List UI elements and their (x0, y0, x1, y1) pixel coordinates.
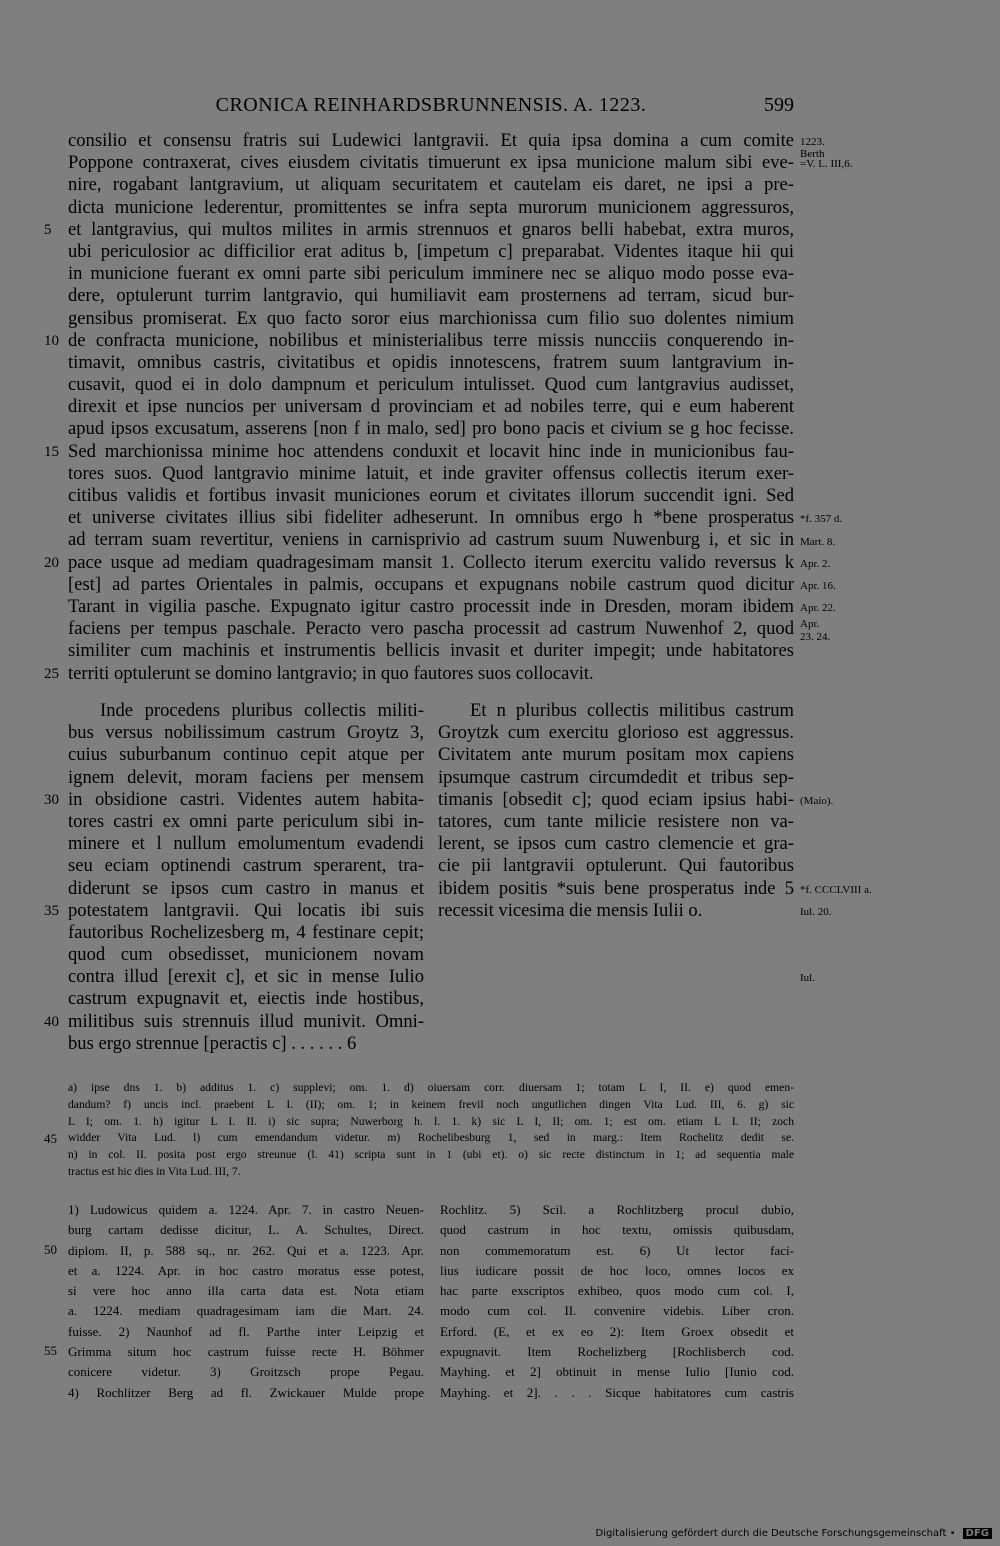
column-line: minere et l nullum emolumentum evadendi (68, 833, 424, 855)
column-line: cuius suburbanum continuo cepit atque per (68, 744, 424, 766)
text-line: consilio et consensu fratris sui Ludewici lantgravii. Et quia ipsa domina a cum comite (68, 130, 794, 151)
margin-note: Iul. 20. (800, 905, 832, 918)
text-line: Sed marchionissa minime hoc attendens conduxit et locavit hinc inde in municionibus fau- (68, 440, 794, 462)
left-column-text (68, 700, 424, 1055)
text-line: [est] ad partes Orientales in palmis, occupans et expugnans nobile castrum quod dicitur (68, 573, 794, 595)
column-line: tatores, cum tante milicie resistere non va- (438, 810, 794, 832)
main-text-block (68, 130, 794, 685)
margin-note: *f. CCCLVIII a. (800, 883, 872, 896)
apparatus-line: widder Vita Lud. l) cum emendandum videtur. m) Rochelibesburg 1, sed in marg.: Item Rochelitz dedit se. (68, 1131, 794, 1145)
text-line: tores suos. Quod lantgravio minime latuit, et inde graviter offensus collectis iterum exer- (68, 462, 794, 484)
margin-note: *f. 357 d. (800, 513, 843, 526)
note-line: Mayhing. et 2]. . . . Sicque habitatores cum castris (440, 1384, 794, 1400)
dfg-logo: DFG (963, 1528, 992, 1539)
digitization-credit (596, 1528, 992, 1539)
running-title: CRONICA REINHARDSBRUNNENSIS. A. 1223. (215, 94, 647, 116)
column-line: Groytzk cum exercitu glorioso est aggressus. (438, 722, 794, 744)
column-line: diderunt se ipsos cum castro in manus et (68, 877, 424, 899)
text-line: de confracta municione, nobilibus et ministerialibus terre missis nuncciis conquerendo in- (68, 329, 794, 351)
text-line: timavit, omnibus castris, civitatibus et opidis innotescens, fratrem suum lantgravium in- (68, 351, 794, 373)
text-line: direxit et ipse nuncios per universam d provinciam et ad nobiles terre, qui e eum haberent (68, 396, 794, 418)
note-line: modo cum col. II. convenire videbis. Liber cron. (440, 1303, 794, 1319)
column-line: potestatem lantgravii. Qui locatis ibi suis (68, 899, 424, 921)
column-line: in obsidione castri. Videntes autem habita- (68, 788, 424, 810)
line-number: 35 (44, 902, 59, 919)
text-line: Poppone contraxerat, cives eiusdem civitatis timuerunt ex ipsa municione malum sibi eve- (68, 152, 794, 174)
margin-note: 23. 24. (800, 631, 831, 644)
note-line: conicere videtur. 3) Groitzsch prope Pegau. (68, 1364, 424, 1380)
column-line: tores castri ex omni parte periculum sibi in- (68, 810, 424, 832)
line-number: 10 (44, 332, 59, 349)
text-line: in municione fuerant ex omni parte sibi periculum imminere nec se aliquo modo posse eva- (68, 263, 794, 285)
text-line: gensibus promiserat. Ex quo facto soror eius marchionissa cum filio suo dolentes nimium (68, 307, 794, 329)
column-line: recessit vicesima die mensis Iulii o. (438, 899, 703, 921)
margin-note: Mart. 8. (800, 535, 836, 548)
line-number: 50 (44, 1241, 57, 1257)
right-column-text (438, 700, 794, 922)
margin-note: Apr. (800, 617, 820, 630)
text-line: nire, rogabant lantgravium, ut aliquam securitatem et cautelam eis daret, ne ipsi a pre- (68, 174, 794, 196)
column-line: Inde procedens pluribus collectis militi- (100, 700, 424, 721)
column-line: ibidem positis *suis bene prosperatus inde 5 (438, 877, 794, 899)
text-line: territi optulerunt se domino lantgravio; in quo fautores suos collocavit. (68, 662, 594, 684)
note-line: Grimma situm hoc castrum fuisse recte H. Böhmer (68, 1344, 424, 1360)
column-line: quod cum obsedisset, municionem novam (68, 944, 424, 966)
line-number: 25 (44, 665, 59, 682)
line-number: 5 (44, 221, 52, 238)
note-line: si vere hoc anno illa carta data est. Nota etiam (68, 1283, 424, 1299)
column-line: contra illud [erexit c], et sic in mense Iulio (68, 966, 424, 988)
critical-apparatus (68, 1080, 794, 1181)
margin-note: =V. L. III,6. (800, 158, 853, 171)
note-line: quod castrum in hoc textu, omissis quibusdam, (440, 1222, 794, 1238)
line-number: 55 (44, 1343, 57, 1359)
margin-note: Iul. (800, 972, 815, 985)
note-line: Rochlitz. 5) Scil. a Rochlitzberg procul dubio, (440, 1202, 794, 1217)
text-line: et universe civitates illius sibi fideliter adheserunt. In omnibus ergo h *bene prosperatus (68, 507, 794, 529)
note-line: Erford. (E, et ex eo 2): Item Groex obsedit et (440, 1323, 794, 1339)
text-line: et lantgravius, qui multos milites in armis strennuos et gnaros belli habebat, extra muros, (68, 218, 794, 240)
note-line: hac parte exscriptos exhibeo, quos modo cum col. I, (440, 1283, 794, 1299)
margin-note: Apr. 16. (800, 580, 836, 592)
column-line: militibus suis strennuis illud munivit. Omni- (68, 1010, 424, 1032)
note-line: non commemoratum est. 6) Ut lector faci- (440, 1242, 794, 1258)
apparatus-line: L I; om. 1. h) igitur L I. II. i) sic supra; Nuwerborg h. l. 1. k) sic L I, II; om. 1; est om. etiam L I. II; zoch (68, 1114, 794, 1128)
column-line: Et n pluribus collectis militibus castrum (470, 700, 794, 721)
note-line: fuisse. 2) Naunhof ad fl. Parthe inter Leipzig et (68, 1323, 424, 1339)
column-line: bus versus nobilissimum castrum Groytz 3, (68, 722, 424, 744)
text-line: faciens per tempus paschale. Peracto vero pascha processit ad castrum Nuwenhof 2, quod (68, 618, 794, 640)
column-line: ipsumque castrum circumdedit et tribus sep- (438, 766, 794, 788)
note-line: et a. 1224. Apr. in hoc castro moratus esse potest, (68, 1262, 424, 1278)
apparatus-line: tractus est hic dies in Vita Lud. III, 7. (68, 1164, 241, 1178)
text-line: dicta municione lederentur, promittentes se infra septa murorum municionem aggressuros, (68, 196, 794, 218)
column-line: fautoribus Rochelizesberg m, 4 festinare cepit; (68, 921, 424, 943)
note-line: 1) Ludowicus quidem a. 1224. Apr. 7. in castro Neuen- (68, 1202, 424, 1217)
text-line: apud ipsos excusatum, asserens [non f in malo, sed] pro bono pacis et civium se g hoc fecisse. (68, 418, 794, 440)
text-line: similiter cum machinis et instrumentis bellicis invasit et duriter impegit; unde habitatores (68, 640, 794, 662)
column-line: bus ergo strennue [peractis c] . . . . . . 6 (68, 1032, 357, 1054)
margin-note: (Maio). (800, 794, 834, 807)
margin-note: Berth (800, 148, 825, 161)
margin-note: 1223. (800, 136, 825, 148)
margin-note: Apr. 22. (800, 602, 836, 615)
line-number: 20 (44, 554, 59, 571)
line-number: 40 (44, 1013, 59, 1030)
text-line: cusavit, quod ei in dolo dampnum et periculum intulisset. Quod cum lantgravius audisset, (68, 374, 794, 396)
note-line: 4) Rochlitzer Berg ad fl. Zwickauer Mulde prope (68, 1384, 424, 1400)
column-line: ignem delevit, moram faciens per mensem (68, 766, 424, 788)
note-line: burg cartam dedisse dicitur, L. A. Schultes, Direct. (68, 1222, 424, 1238)
note-line: expugnavit. Item Rochelizberg [Rochlisberch cod. (440, 1344, 794, 1360)
apparatus-line: dandum? f) uncis incl. praebent L I. (II); om. 1; in keinem frevil noch ungutlichen dingen Vita Lud. III, 6. g) sic (68, 1097, 794, 1111)
text-line: citibus validis et fortibus invasit municiones eorum et civitates illorum succendit igni. Sed (68, 485, 794, 506)
notes-right-column (440, 1200, 794, 1403)
apparatus-line: a) ipse dns 1. b) additus 1. c) supplevi; om. 1. d) oiuersam corr. diuersam 1; totam L I, II. e) quod emen- (68, 1081, 794, 1094)
credit-text: Digitalisierung gefördert durch die Deutsche Forschungsgemeinschaft • (595, 1528, 956, 1539)
page-number: 599 (764, 94, 794, 116)
text-line: ubi periculosior ac difficilior erat aditus b, [impetum c] preparabat. Videntes itaque hii qui (68, 240, 794, 262)
notes-left-column (68, 1200, 424, 1403)
line-number: 45 (44, 1131, 57, 1147)
text-line: pace usque ad mediam quadragesimam mansit 1. Collecto iterum exercitu valido reversus k (68, 551, 794, 573)
text-line: dere, optulerunt turrim lantgravio, qui humiliavit eam prosternens ad terram, sicud bur- (68, 285, 794, 307)
note-line: diplom. II, p. 588 sq., nr. 262. Qui et a. 1223. Apr. (68, 1242, 424, 1258)
line-number: 30 (44, 791, 59, 808)
column-line: Civitatem ante murum positam mox capiens (438, 744, 794, 766)
column-line: cie pii lantgravii optulerunt. Qui fautoribus (438, 855, 794, 877)
line-number: 15 (44, 443, 59, 460)
running-header (68, 94, 794, 122)
note-line: lius iudicare possit de hoc loco, omnes locos ex (440, 1262, 794, 1278)
text-line: ad terram suam revertitur, veniens in carnisprivio ad castrum suum Nuwenburg i, et sic in (68, 529, 794, 551)
margin-note: Apr. 2. (800, 557, 831, 570)
column-line: seu eciam optinendi castrum sperarent, tra- (68, 855, 424, 877)
note-line: a. 1224. mediam quadragesimam iam die Mart. 24. (68, 1303, 424, 1319)
apparatus-line: n) in col. II. posita post ergo streunue (l. 41) scripta sunt in 1 (ubi et). o) sic recte distinctum in 1; ad sequentia male (68, 1148, 794, 1162)
note-line: Mayhing. et 2] obtinuit in mense Iulio [Iunio cod. (440, 1364, 794, 1380)
text-line: Tarant in vigilia pasche. Expugnato igitur castro processit inde in Dresden, moram ibidem (68, 595, 794, 617)
column-line: timanis [obsedit c]; quod eciam ipsius habi- (438, 788, 794, 810)
column-line: castrum expugnavit et, eiectis inde hostibus, (68, 988, 424, 1010)
column-line: lerent, se ipsos cum castro clemencie et gra- (438, 833, 794, 855)
